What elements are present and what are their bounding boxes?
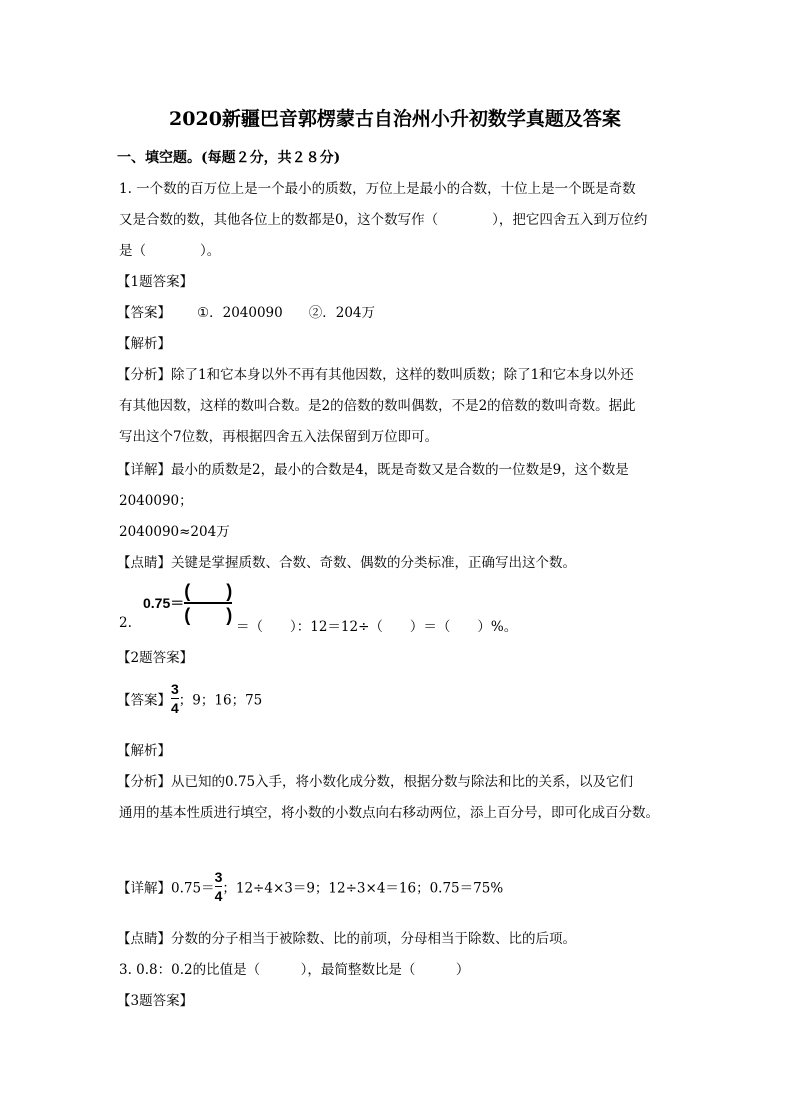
- q2-xiangjie-label: 【详解】0.75＝: [117, 880, 215, 897]
- q2-blank-fraction: [184, 582, 232, 624]
- q2-answer-bar: [171, 698, 179, 699]
- q1-dianjing: 【点睛】关键是掌握质数、合数、奇数、偶数的分类标准，正确写出这个数。: [117, 555, 576, 571]
- q1-answer-heading: 【1题答案】: [117, 274, 194, 290]
- q3-line-1: 3. 0.8：0.2的比值是（ ），最简整数比是（ ）: [119, 962, 470, 978]
- q2-dianjing: 【点睛】分数的分子相当于被除数、比的前项，分母相当于除数、比的后项。: [117, 931, 576, 947]
- q2-answer-label: 【答案】: [117, 692, 171, 709]
- q2-analysis-heading: 【解析】: [117, 743, 171, 759]
- q1-fenxi-2: 有其他因数，这样的数叫合数。是2的倍数的数叫偶数，不是2的倍数的数叫奇数。据此: [119, 398, 636, 414]
- q1-answer-2: ②．204万: [308, 305, 376, 321]
- q1-line-3: 是（ ）。: [119, 243, 221, 259]
- q2-blank-denominator: ( ): [184, 605, 233, 625]
- section-heading: 一、填空题。(每题２分，共２８分): [117, 150, 341, 166]
- q2-xiangjie-rest: ；12÷4×3＝9；12÷3×4＝16；0.75＝75%: [222, 880, 504, 897]
- q2-rest: ＝（ ）：12＝12÷（ ）＝（ ）%。: [236, 619, 518, 635]
- q1-line-2: 又是合数的数，其他各位上的数都是0，这个数写作（ ），把它四舍五入到万位约: [119, 212, 648, 228]
- q2-blank-numerator: ( ): [184, 581, 233, 601]
- q2-xiangjie-line: [117, 870, 503, 903]
- q1-fenxi-3: 写出这个7位数，再根据四舍五入法保留到万位即可。: [119, 429, 439, 445]
- q2-answer-rest: ；9；16；75: [178, 692, 263, 709]
- q2-xiangjie-numerator: 3: [214, 869, 223, 885]
- q2-answer-heading: 【2题答案】: [117, 650, 194, 666]
- q1-xiangjie-3: 2040090≈204万: [119, 524, 230, 540]
- q1-xiangjie-1: 【详解】最小的质数是2，最小的合数是4，既是奇数又是合数的一位数是9，这个数是: [117, 462, 629, 478]
- q2-lhs: 0.75＝: [143, 595, 185, 611]
- q1-answer-line: [117, 301, 375, 321]
- page-title: 2020新疆巴音郭楞蒙古自治州小升初数学真题及答案: [169, 108, 621, 130]
- q1-answer-1: ①．2040090: [197, 305, 283, 321]
- q2-fenxi-2: 通用的基本性质进行填空，将小数的小数点向右移动两位，添上百分号，即可化成百分数。: [119, 805, 659, 821]
- q2-fenxi-1: 【分析】从已知的0.75入手，将小数化成分数，根据分数与除法和比的关系，以及它们: [117, 774, 634, 790]
- q2-equation: [143, 582, 232, 624]
- q2-answer-denominator: 4: [171, 700, 179, 716]
- q3-answer-heading: 【3题答案】: [117, 993, 194, 1009]
- q1-fenxi-1: 【分析】除了1和它本身以外不再有其他因数，这样的数叫质数；除了1和它本身以外还: [117, 367, 634, 383]
- q2-answer-fraction: [171, 682, 179, 715]
- q2-number: 2.: [119, 615, 132, 631]
- q2-fraction-bar: [184, 602, 232, 604]
- q1-line-1: 1. 一个数的百万位上是一个最小的质数，万位上是最小的合数，十位上是一个既是奇数: [119, 181, 636, 197]
- q1-xiangjie-2: 2040090；: [119, 493, 193, 509]
- q2-answer-line: [117, 682, 262, 715]
- q2-xiangjie-denominator: 4: [214, 888, 223, 904]
- q1-analysis-heading: 【解析】: [117, 336, 171, 352]
- q1-answer-label: 【答案】: [117, 305, 171, 321]
- q2-answer-numerator: 3: [171, 681, 179, 697]
